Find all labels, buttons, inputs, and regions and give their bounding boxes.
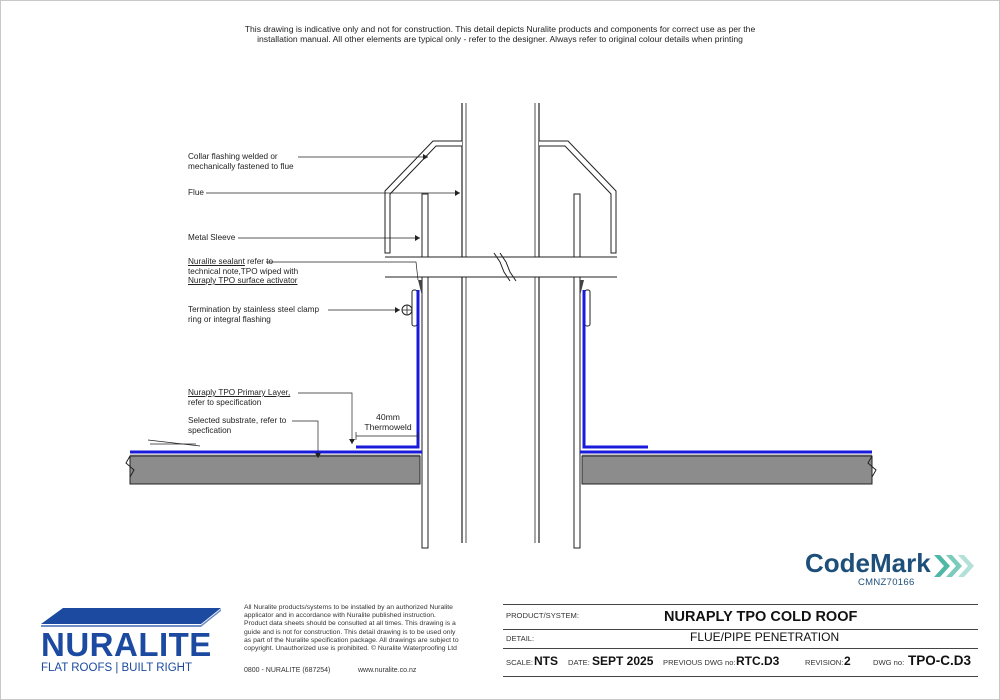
metal-sleeve-left [422, 194, 428, 548]
detail-label: DETAIL: [506, 634, 535, 643]
scale-value: NTS [534, 654, 558, 668]
label-flue: Flue [188, 188, 204, 197]
arrow-flue [455, 190, 460, 196]
label-sealant-line-3: Nuraply TPO surface activator [188, 276, 298, 285]
codemark-chevrons-icon [932, 553, 978, 579]
nuralite-logo-word: NURALITE [41, 626, 212, 663]
label-termination [188, 305, 319, 324]
legal-line-1: All Nuralite products/systems to be installed by an authorized Nuralite [244, 604, 453, 611]
product-system-label: PRODUCT/SYSTEM: [506, 611, 579, 620]
label-termination-line-1: Termination by stainless steel clamp [188, 305, 320, 314]
legal-line-6: copyright. Unauthorized use is prohibited. © Nuralite Waterproofing Ltd [244, 645, 457, 653]
legal-line-2: applicator and in accordance with Nuralite published instruction. [244, 612, 436, 620]
legal-line-4: guide and is not for construction. This detail drawing is to be used only [244, 628, 456, 636]
clamp-band-right [585, 290, 590, 326]
codemark-certificate-code: CMNZ70166 [858, 577, 915, 588]
leader-extra [148, 440, 200, 446]
label-primary-line-2: refer to specification [188, 397, 262, 407]
previous-dwg-label: PREVIOUS DWG no: [663, 658, 736, 667]
revision-label: REVISION: [805, 658, 844, 667]
label-primary-line-1: Nuraply TPO Primary Layer, [188, 388, 291, 397]
label-primary-layer [188, 388, 290, 407]
revision-value: 2 [844, 654, 851, 668]
legal-notice [244, 604, 494, 653]
break-band [385, 257, 617, 277]
arrow-termination [395, 307, 400, 313]
date-label: DATE: [568, 658, 590, 667]
disclaimer-line-1: This drawing is indicative only and not for construction. This detail depicts Nuralite products and components for correct use as per the [244, 24, 756, 34]
label-sealant-line-2: technical note,TPO wiped with [188, 266, 299, 276]
clamp-band-left [412, 290, 417, 326]
date-value: SEPT 2025 [592, 654, 654, 668]
scale-label: SCALE: [506, 658, 534, 667]
title-block-rule-top [503, 604, 978, 605]
label-thermoweld-word: Thermoweld [364, 422, 412, 432]
dimension-line [356, 432, 418, 440]
legal-line-5: as part of the Nuralite specification package. All drawings are subject to [244, 636, 459, 644]
arrow-primary [349, 439, 355, 444]
label-thermoweld [360, 412, 416, 432]
contact-phone: 0800 - NURALITE (687254) [244, 667, 331, 674]
substrate-left [130, 456, 420, 484]
nuralite-tagline: FLAT ROOFS | BUILT RIGHT [41, 662, 193, 674]
previous-dwg-value: RTC.D3 [736, 654, 780, 668]
label-termination-line-2: ring or integral flashing [188, 314, 271, 324]
label-substrate-line-1: Selected substrate, refer to [188, 416, 287, 425]
label-collar-line-2: mechanically fastened to flue [188, 161, 294, 171]
title-block-rule-bottom [503, 676, 978, 677]
label-collar-line-1: Collar flashing welded or [188, 152, 278, 161]
label-substrate [188, 416, 286, 435]
label-metal-sleeve: Metal Sleeve [188, 233, 236, 242]
metal-sleeve-right [574, 194, 580, 548]
label-sealant-rest: refer to [244, 257, 274, 266]
label-sealant-line-1 [188, 257, 298, 267]
product-system-value: NURAPLY TPO COLD ROOF [664, 609, 858, 625]
label-collar-flashing [188, 152, 294, 171]
label-sealant-product: Nuralite sealant [188, 257, 245, 266]
tpo-upstand-right [584, 290, 648, 447]
legal-line-3: Product data sheets should be consulted at all times. This drawing is a [244, 620, 456, 628]
dwg-number-label: DWG no: [873, 658, 905, 667]
label-substrate-line-2: specfication [188, 425, 232, 435]
contact-website: www.nuralite.co.nz [358, 667, 417, 674]
label-sealant [188, 257, 298, 286]
codemark-logo-word: CodeMark [805, 548, 931, 578]
title-block-rule-lower [503, 648, 978, 649]
dwg-number-value: TPO-C.D3 [908, 653, 972, 668]
detail-value: FLUE/PIPE PENETRATION [690, 630, 840, 644]
arrow-sleeve [415, 235, 420, 241]
label-thermoweld-size: 40mm [376, 412, 400, 422]
substrate-right [582, 456, 872, 484]
leader-primary [298, 393, 352, 444]
nuralite-logo [33, 602, 225, 680]
disclaimer-line-2: installation manual. All other elements are typical only - refer to the designer. Always refer to original colour details when printing [257, 34, 743, 44]
